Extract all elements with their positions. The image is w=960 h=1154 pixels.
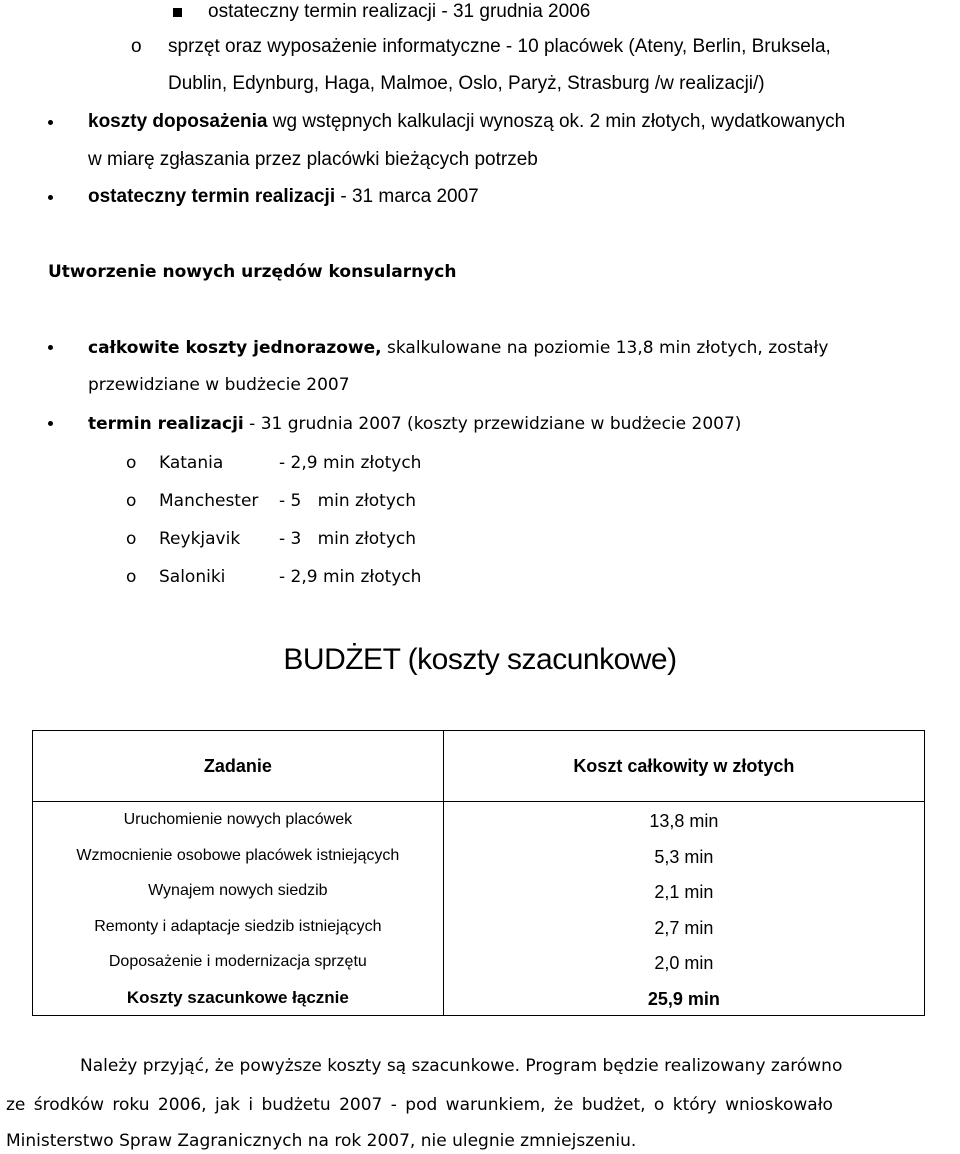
- city-value: - 3 min złotych: [279, 529, 417, 549]
- bullet-icon: [48, 345, 53, 350]
- onetime-line-2: przewidziane w budżecie 2007: [88, 375, 350, 395]
- cost-cell: 5,3 min: [654, 846, 714, 867]
- bullet-icon: [48, 195, 53, 200]
- cost-cell: 2,1 min: [654, 882, 714, 902]
- footer-line-3: Ministerstwo Spraw Zagranicznych na rok 2007, nie ulegnie zmniejszeniu.: [6, 1131, 637, 1151]
- table-header-row: [33, 731, 925, 802]
- equipment-line-2: Dublin, Edynburg, Haga, Malmoe, Oslo, Paryż, Strasburg /w realizacji/): [168, 73, 765, 94]
- o-marker: o: [131, 36, 142, 57]
- city-value: - 2,9 min złotych: [279, 567, 422, 587]
- budget-title: BUDŻET (koszty szacunkowe): [283, 643, 677, 676]
- task-cell: Remonty i adaptacje siedzib istniejących: [94, 917, 382, 935]
- term-rest: - 31 grudnia 2007 (koszty przewidziane w budżecie 2007): [243, 414, 742, 434]
- total-task-cell: Koszty szacunkowe łącznie: [126, 987, 349, 1007]
- o-marker: o: [126, 491, 137, 511]
- table-body-row: [33, 802, 925, 1016]
- task-cell: Wzmocnienie osobowe placówek istniejących: [76, 846, 400, 864]
- footer-line-1: Należy przyjąć, że powyższe koszty są szacunkowe. Program będzie realizowany zarówno: [80, 1056, 843, 1076]
- cost-column: [443, 802, 924, 1016]
- city-name: Manchester: [159, 491, 259, 511]
- equipment-line-1: sprzęt oraz wyposażenie informatyczne - 10 placówek (Ateny, Berlin, Bruksela,: [168, 36, 831, 57]
- deadline-bold: ostateczny termin realizacji: [88, 186, 336, 207]
- total-cost-cell: 25,9 min: [647, 988, 720, 1009]
- o-marker: o: [126, 529, 137, 549]
- term-item: [88, 412, 741, 436]
- costs-bold: koszty doposażenia: [88, 111, 268, 132]
- bullet-icon: [48, 120, 53, 125]
- onetime-rest: skalkulowane na poziomie 13,8 min złotych, zostały: [381, 338, 829, 358]
- city-name: Katania: [159, 453, 224, 473]
- section-heading: Utworzenie nowych urzędów konsularnych: [48, 262, 457, 282]
- header-cost: Koszt całkowity w złotych: [443, 731, 924, 802]
- o-marker: o: [126, 453, 137, 473]
- costs-line-2: w miarę zgłaszania przez placówki bieżących potrzeb: [88, 149, 538, 170]
- budget-table: [32, 730, 925, 1016]
- city-name: Reykjavik: [159, 529, 241, 549]
- onetime-bold: całkowite koszty jednorazowe,: [88, 338, 382, 358]
- square-bullet-icon: [173, 8, 182, 17]
- city-name: Saloniki: [159, 567, 226, 587]
- term-bold: termin realizacji: [88, 414, 244, 434]
- city-value: - 5 min złotych: [279, 491, 417, 511]
- header-task: Zadanie: [33, 731, 444, 802]
- o-marker: o: [126, 567, 137, 587]
- footer-line-2: ze środków roku 2006, jak i budżetu 2007 - pod warunkiem, że budżet, o który wnioskowało: [6, 1095, 833, 1115]
- task-cell: Uruchomienie nowych placówek: [123, 811, 353, 828]
- deadline-rest: - 31 marca 2007: [335, 186, 479, 207]
- cost-cell: 2,7 min: [654, 917, 714, 938]
- task-cell: Doposażenie i modernizacja sprzętu: [108, 953, 367, 970]
- deadline-item: [88, 185, 479, 209]
- cost-cell: 13,8 min: [649, 811, 719, 831]
- bullet-icon: [48, 421, 53, 426]
- task-column: [33, 802, 444, 1016]
- deadline-2006-item: ostateczny termin realizacji - 31 grudnia 2006: [208, 1, 591, 22]
- task-cell: Wynajem nowych siedzib: [148, 882, 328, 899]
- costs-rest: wg wstępnych kalkulacji wynoszą ok. 2 min złotych, wydatkowanych: [267, 111, 846, 132]
- onetime-costs-item: [88, 336, 828, 360]
- city-value: - 2,9 min złotych: [279, 453, 422, 473]
- cost-cell: 2,0 min: [654, 953, 714, 973]
- costs-item: [88, 110, 845, 134]
